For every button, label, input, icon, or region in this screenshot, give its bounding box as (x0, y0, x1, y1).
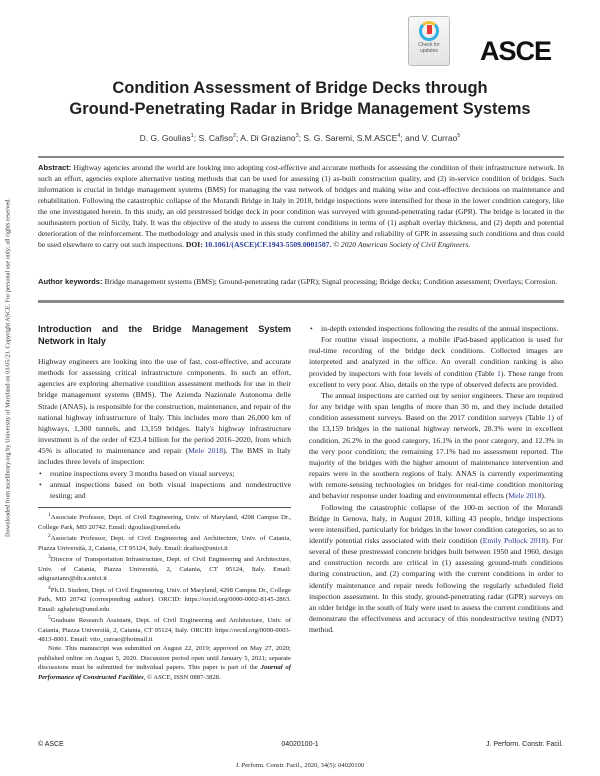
manuscript-note (38, 644, 291, 682)
table-link[interactable]: 1 (547, 413, 552, 423)
footnote-divider (38, 507, 291, 508)
text: The annual inspections are carried out by senior engineers. These are required for any bridge with span lengths of more than 30 m, and they include detailed condition assessment surveys. Based on the 2017 condition surveys (Table (309, 390, 563, 423)
download-notice: Downloaded from ascelibrary.org by University of Maryland on 03/05/23. Copyright ASCE. For personal use only; all rights reserved. (4, 198, 12, 537)
footnote-sup: 2 (48, 533, 51, 540)
text: Highway engineers are looking into the use of fast, cost-effective, and accurate methods for assessing critical infrastructure components. In such an effort, agencies are exploring alternative condition assessment methods for use in their bridge management systems (BMS). The Azienda Nazionale Autonoma delle Strade (ANAS), is responsible for the construction, maintenance, and repair of the national highway infrastructure of Italy. This includes more than 26,000 km of highways, 1,300 tunnels, and 13,159 bridges. Italy's highway infrastructure investment is of the order of €23.4 billion for the period 2016–2020, from which 45% is allocated to maintenance and repair ( (38, 357, 291, 456)
footnote (38, 511, 291, 532)
paragraph (309, 502, 563, 636)
paragraph (309, 334, 563, 390)
author-sup: 1 (190, 133, 194, 140)
abstract (38, 162, 564, 250)
author-sep: ; (298, 133, 304, 143)
update-icon (419, 21, 439, 41)
right-column (309, 323, 563, 635)
author-sep: ; (193, 133, 199, 143)
text: For routine visual inspections, a mobile iPad-based application is used for real-time recording of the bridge deck conditions. Collected images are interpreted and analyzed in the office. An overall condition ranking is also provided by inspectors with four levels of condition (Table (309, 335, 563, 378)
author-list (0, 133, 600, 143)
paper-title (0, 78, 600, 120)
title-line-1: Condition Assessment of Bridge Decks through (112, 79, 488, 97)
author: S. Cafiso (198, 133, 233, 143)
author-sup: 3 (295, 133, 299, 140)
footnote (38, 614, 291, 644)
author: D. G. Goulias (139, 133, 191, 143)
text: ) of the 13,159 bridges in the national highway network, 28.3% were in excellent condition, 26.2% in the good category, 16.1% in the poor category, and 12.3% in the very poor condition; the remaining 17.1% had no assessment reported. The majority of the bridges with the higher amount of maintenance intervention and repairs were in the southern regions of Italy. ANAS is currently experimenting with remote-sensing technologies on bridges for real-time condition monitoring and behavior response under loading and environmental effects ( (309, 413, 564, 501)
author-sep: ; and (400, 133, 422, 143)
footnote (38, 553, 291, 583)
abstract-label: Abstract: (38, 163, 72, 172)
author-sup: 2 (232, 133, 237, 140)
text: ). The BMS in Italy includes three levels of inspection: (38, 446, 292, 467)
list-item: • routine inspections every 3 months based on visual surveys; (50, 468, 291, 479)
doi-link[interactable]: 10.1061/(ASCE)CF.1943-5509.0001507. (204, 240, 332, 249)
inspection-list-cont (309, 323, 563, 334)
citation-line: J. Perform. Constr. Facil., 2020, 34(5): 04020100 (235, 762, 365, 769)
text: Note. This manuscript was submitted on August 22, 2019; approved on May 27, 2020; published online on August 5, 2020. Discussion period open until January 5, 2021; separate discussions must be submitted for individual papers. This paper is part of the (38, 645, 291, 672)
divider (38, 156, 564, 158)
keywords-text: Bridge management systems (BMS); Ground-penetrating radar (GPR); Signal processing; Bridge decks; Condition assessment; Overlays; Corrosion. (104, 277, 558, 286)
text: Associate Professor, Dept. of Civil Engineering, Univ. of Maryland, 4298 Campus Dr., College Park, MD 20742. Email: dgoulias@umd.edu (38, 514, 291, 531)
badge-line2: updates (420, 48, 438, 54)
text: Graduate Research Assistant, Dept. of Civil Engineering and Architecture, Univ. of Catania, Piazza Università, 2, Catania, CT 95124, Italy. ORCID: https://orcid.org/0000-0003-4813-8001. Email: vito_currao@hotmail.it (38, 617, 291, 644)
journal-name: Journal of Performance of Constructed Facilities (38, 664, 291, 681)
text: Director of Transportation Infrastructure, Dept. of Civil Engineering and Architecture, Univ. of Catania, Piazza Università, 2, Catania, CT 95124, Italy. Email: adigraziano@dica.unict.it (38, 556, 291, 583)
page-number: 04020100-1 (281, 741, 319, 748)
text: ). (541, 491, 546, 501)
footnote-sup: 3 (48, 554, 51, 561)
text: Ph.D. Student, Dept. of Civil Engineering, Univ. of Maryland, 4298 Campus Dr., College Park, MD 20742 (corresponding author). ORCID: https://orcid.org/0000-0002-8145-2863. Email: sghahris@umd.edu (38, 586, 291, 613)
asce-logo: ASCE (480, 36, 552, 66)
paragraph (38, 356, 291, 468)
divider (38, 300, 564, 303)
footnote-sup: 4 (48, 584, 51, 591)
citation-link[interactable]: Mele 2018 (508, 491, 542, 501)
paragraph (309, 390, 563, 502)
section-heading: Introduction and the Bridge Management System Network in Italy (38, 324, 291, 346)
author-sep: ; (236, 133, 241, 143)
copyright: © 2020 American Society of Civil Engineers. (333, 240, 471, 249)
footer-copyright: © ASCE (38, 741, 64, 748)
author-sup: 4 (397, 133, 401, 140)
footnote-sup: 5 (48, 615, 51, 622)
text: ). These range from excellent to very poor. Also, details on the type of observed defects are provided. (309, 368, 563, 389)
list-item: • in-depth extended inspections following the results of the annual inspections. (321, 323, 563, 334)
inspection-list (38, 468, 291, 501)
citation-link[interactable]: Emily Pollock 2018 (482, 535, 546, 545)
author-sup: 5 (457, 133, 461, 140)
check-for-updates-button[interactable] (408, 16, 450, 66)
footnote-sup: 1 (48, 512, 51, 519)
title-line-2: Ground-Penetrating Radar in Bridge Management Systems (69, 100, 531, 118)
abstract-text: Highway agencies around the world are looking into adopting cost-effective and accurate methods for assessing the condition of their infrastructure network. In such an effort, agencies explore alternative testing methods that can be used for assessing (1) as-built construction quality, and (2) in-service condition of bridges. Such information is crucial in bridge management systems (BMS) for managing the vast network of bridges and making wise and cost-effective decisions on maintenance and rehabilitation. Following the catastrophic collapse of the Morandi Bridge in Italy in 2018, bridge inspections were intensified for those in the lower condition category, like the one investigated herein. In this study, an old prestressed bridge deck in poor condition was surveyed with ground-penetrating radar (GPR). The bridge is located in the southeastern portion of Sicily, Italy. It was the objective of the study to assess the current conditions in terms of (1) asphalt overlay thickness, and (2) depth and potential deterioration of the reinforcement. The methodology and analysis used in this study confirmed the ability and reliability of GPR in assessing such conditions and thus could be used elsewhere to carry out such inspections. (38, 163, 564, 249)
table-link[interactable]: 1 (496, 368, 501, 378)
left-column (38, 323, 291, 682)
badge-line1: Check for (418, 42, 440, 48)
author: V. Currao (421, 133, 458, 143)
citation-link[interactable]: Mele 2018 (188, 446, 224, 456)
keywords-label: Author keywords: (38, 277, 103, 286)
author: A. Di Graziano (240, 133, 296, 143)
text: , © ASCE, ISSN 0887-3828. (143, 673, 221, 681)
author-keywords (38, 276, 564, 287)
author: S. G. Saremi, S.M.ASCE (303, 133, 398, 143)
text: Following the catastrophic collapse of the 100-m section of the Morandi Bridge in Genova, Italy, in August 2018, killing 43 people, bridge inspections were intensified, particularly for bridges in the lower condition categories, so as to identify potential risks associated with their condition ( (309, 502, 563, 545)
text: ). For several of these prestressed concrete bridges built between 1950 and 1960, design and construction records are critical in (1) assessing ground-truth conditions during construction, and (2) comparing with the current conditions in order to identify maintenance and repair needs following the regularly scheduled field inspection assessment. In this study, ground-penetrating radar (GPR) surveys on an older bridge in the south of Italy were used to assess the current conditions and demonstrate the effectiveness and accuracy of this nondestructive testing (NDT) method. (309, 535, 563, 635)
footnote (38, 532, 291, 553)
text: Associate Professor, Dept. of Civil Engineering and Architecture, Univ. of Catania, Piazza Università, 2, Catania, CT 95124, Italy. Email: dcafiso@unict.it (38, 535, 291, 552)
doi-label: DOI: (185, 240, 203, 249)
footer-journal: J. Perform. Constr. Facil. (485, 741, 563, 748)
list-item: • annual inspections based on both visual inspections and nondestructive testing; and (50, 479, 291, 501)
footnote (38, 584, 291, 614)
